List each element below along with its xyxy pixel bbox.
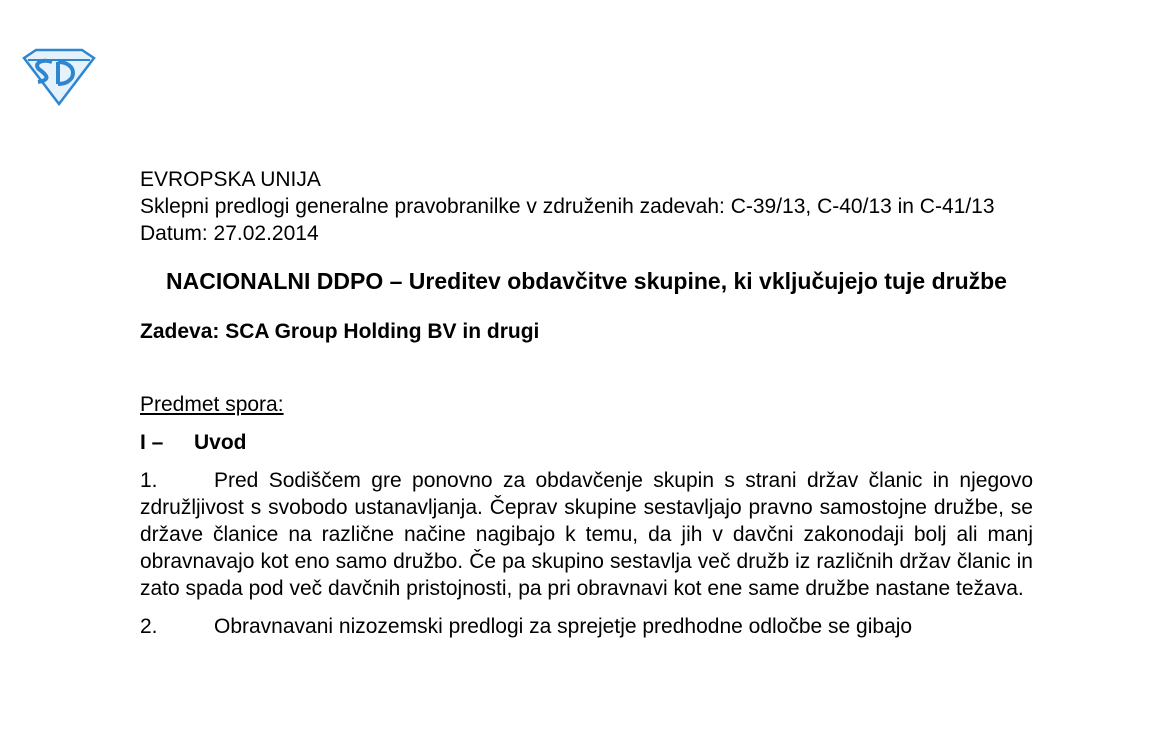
section-heading	[140, 429, 1033, 456]
section-number: I –	[140, 431, 164, 454]
case-line: Zadeva: SCA Group Holding BV in drugi	[140, 320, 540, 343]
header-line-opinion: Sklepni predlogi generalne pravobranilke v združenih zadevah: C-39/13, C-40/13 in C-41/13	[140, 195, 995, 218]
header-line-date: Datum: 27.02.2014	[140, 222, 319, 245]
paragraph-number: 2.	[140, 615, 158, 638]
document-header	[140, 166, 1033, 247]
subject-heading: Predmet spora:	[140, 393, 284, 416]
document-title: NACIONALNI DDPO – Ureditev obdavčitve skupine, ki vključujejo tuje družbe	[166, 268, 1007, 294]
header-line-union: EVROPSKA UNIJA	[140, 168, 321, 191]
paragraph	[140, 613, 1033, 640]
section-title: Uvod	[194, 431, 247, 454]
paragraph-text: Pred Sodiščem gre ponovno za obdavčenje skupin s strani držav članic in njegovo združljivost s svobodo ustanavljanja. Čeprav skupine sestavljajo pravno samostojne družbe, se države članice na različne načine nagibajo k temu, da jih v davčni zakonodaji bolj ali manj obravnavajo kot eno samo družbo. Če pa skupino sestavlja več družb iz različnih držav članic in zato spada pod več davčnih pristojnosti, pa pri obravnavi kot ene same družbe nastane težava.	[140, 469, 1033, 600]
paragraph-number: 1.	[140, 469, 158, 492]
paragraph	[140, 467, 1033, 602]
sd-logo-icon	[22, 48, 96, 106]
document-page	[140, 166, 1033, 640]
paragraph-text: Obravnavani nizozemski predlogi za sprejetje predhodne odločbe se gibajo	[214, 615, 913, 638]
